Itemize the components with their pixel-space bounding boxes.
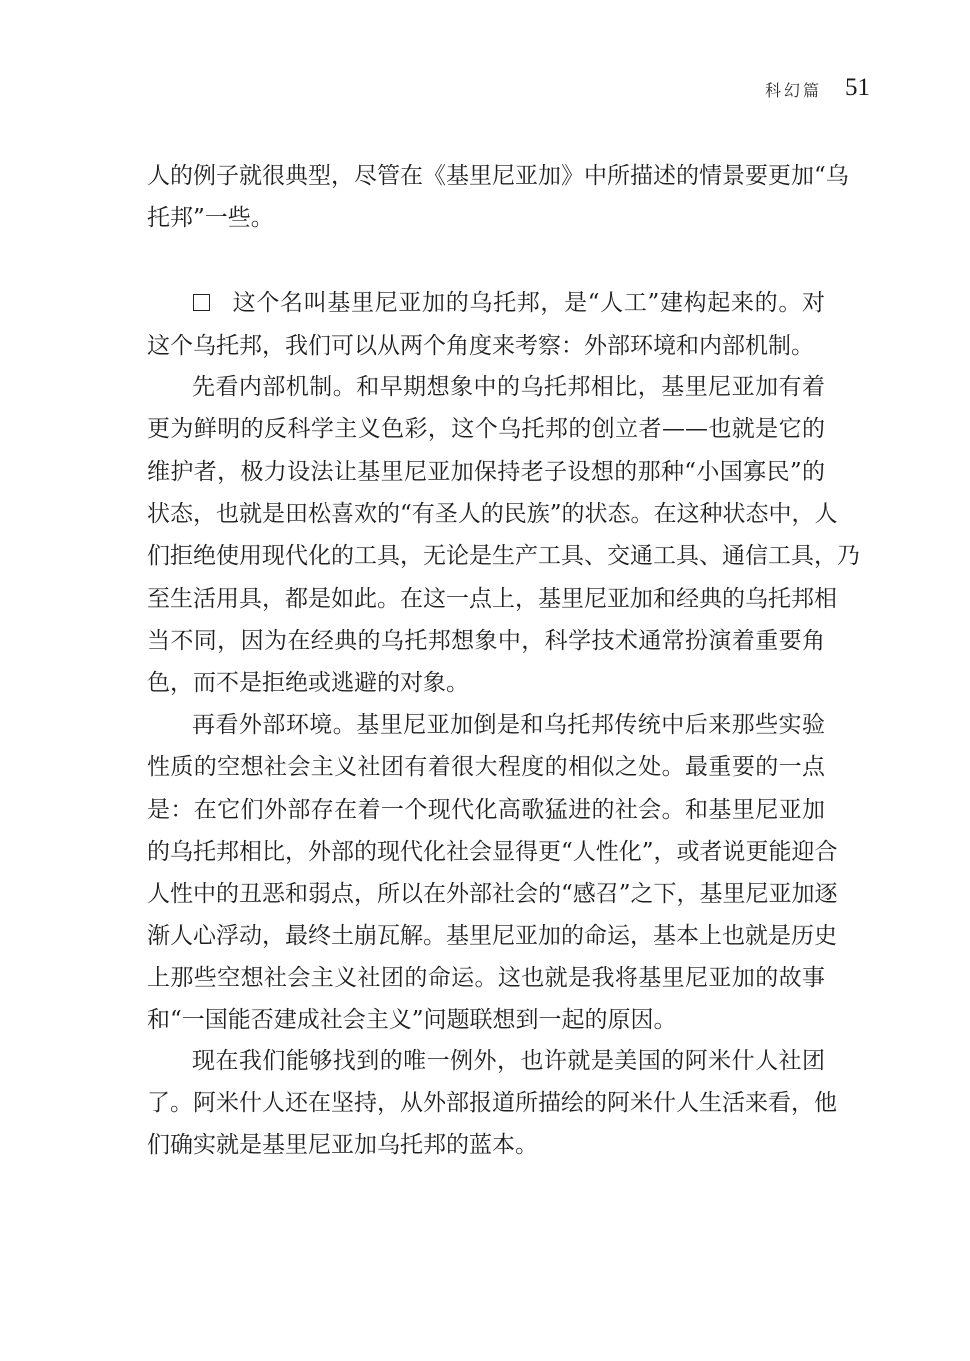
paragraph-2-line-3: 维护者，极力设法让基里尼亚加保持老子设想的那种“小国寡民”的 xyxy=(147,459,825,485)
paragraph-3-line-2: 性质的空想社会主义社团有着很大程度的相似之处。最重要的一点 xyxy=(147,754,825,780)
paragraph-2-line-8: 色，而不是拒绝或逃避的对象。 xyxy=(147,670,469,696)
paragraph-3-line-5: 人性中的丑恶和弱点，所以在外部社会的“感召”之下，基里尼亚加逐 xyxy=(147,881,838,907)
paragraph-3-line-4: 的乌托邦相比，外部的现代化社会显得更“人性化”，或者说更能迎合 xyxy=(147,839,838,865)
paragraph-3-line-6: 渐人心浮动，最终土崩瓦解。基里尼亚加的命运，基本上也就是历史 xyxy=(147,923,837,949)
square-marker-icon xyxy=(193,294,210,311)
page-number: 51 xyxy=(845,74,870,101)
paragraph-2-line-1: 先看内部机制。和早期想象中的乌托邦相比，基里尼亚加有着 xyxy=(192,374,825,400)
paragraph-4-line-1: 现在我们能够找到的唯一例外，也许就是美国的阿米什人社团 xyxy=(192,1048,825,1074)
paragraph-0-line-1: 人的例子就很典型，尽管在《基里尼亚加》中所描述的情景要更加“乌 xyxy=(147,163,849,189)
paragraph-2-line-2: 更为鲜明的反科学主义色彩，这个乌托邦的创立者——也就是它的 xyxy=(147,416,825,442)
paragraph-3-line-3: 是：在它们外部存在着一个现代化高歌猛进的社会。和基里尼亚加 xyxy=(147,797,825,823)
paragraph-2-line-6: 至生活用具，都是如此。在这一点上，基里尼亚加和经典的乌托邦相 xyxy=(147,586,837,612)
paragraph-3-line-1: 再看外部环境。基里尼亚加倒是和乌托邦传统中后来那些实验 xyxy=(192,712,825,738)
paragraph-0-line-2: 托邦”一些。 xyxy=(147,205,274,231)
paragraph-2-line-5: 们拒绝使用现代化的工具，无论是生产工具、交通工具、通信工具，乃 xyxy=(147,543,860,569)
paragraph-1-line-2: 这个乌托邦，我们可以从两个角度来考察：外部环境和内部机制。 xyxy=(147,333,814,359)
paragraph-3-line-7: 上那些空想社会主义社团的命运。这也就是我将基里尼亚加的故事 xyxy=(147,965,825,991)
paragraph-4-line-3: 们确实就是基里尼亚加乌托邦的蓝本。 xyxy=(147,1132,538,1158)
running-header-section: 科幻篇 xyxy=(764,81,822,100)
paragraph-1-line-1-text: 这个名叫基里尼亚加的乌托邦，是“人工”建构起来的。对 xyxy=(232,290,825,316)
paragraph-1-line-1 xyxy=(147,287,825,319)
paragraph-2-line-4: 状态，也就是田松喜欢的“有圣人的民族”的状态。在这种状态中，人 xyxy=(147,501,838,527)
paragraph-4-line-2: 了。阿米什人还在坚持，从外部报道所描绘的阿米什人生活来看，他 xyxy=(147,1090,837,1116)
paragraph-2-line-7: 当不同，因为在经典的乌托邦想象中，科学技术通常扮演着重要角 xyxy=(147,628,825,654)
paragraph-3-line-8: 和“一国能否建成社会主义”问题联想到一起的原因。 xyxy=(147,1007,677,1033)
